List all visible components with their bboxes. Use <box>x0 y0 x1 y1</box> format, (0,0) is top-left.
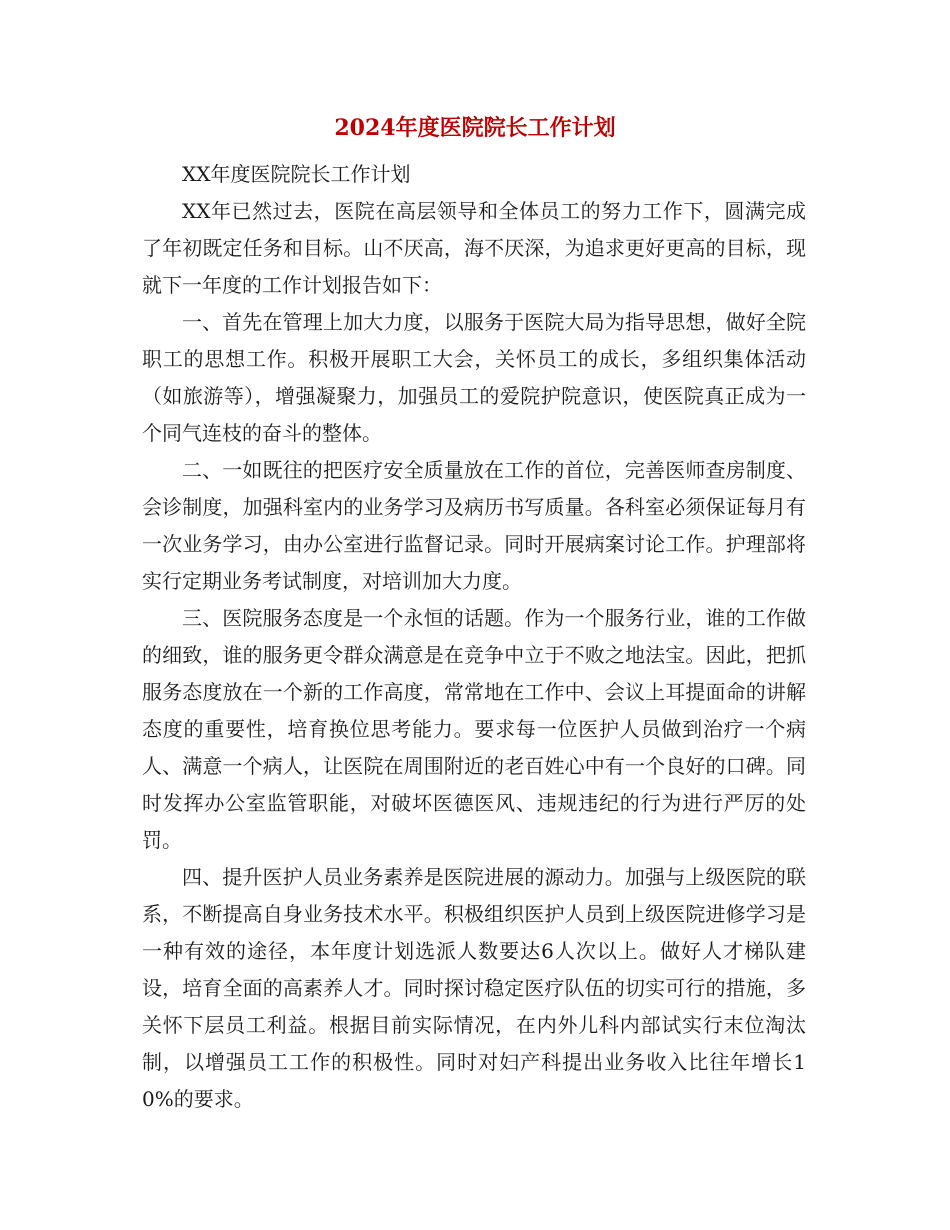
paragraph-management: 一、首先在管理上加大力度，以服务于医院大局为指导思想，做好全院职工的思想工作。积极开展职工大会，关怀员工的成长，多组织集体活动（如旅游等），增强凝聚力，加强员工的爱院护院意识，使医院真正成为一个同气连枝的奋斗的整体。 <box>142 310 806 445</box>
document-title: 2024年度医院院长工作计划 <box>334 115 616 141</box>
paragraph-subtitle: XX年度医院院长工作计划 <box>182 162 411 186</box>
document-body <box>142 156 806 1118</box>
paragraph-medical-safety: 二、一如既往的把医疗安全质量放在工作的首位，完善医师查房制度、会诊制度，加强科室内的业务学习及病历书写质量。各科室必须保证每月有一次业务学习，由办公室进行监督记录。同时开展病案讨论工作。护理部将实行定期业务考试制度，对培训加大力度。 <box>142 458 806 593</box>
paragraph-staff-quality: 四、提升医护人员业务素养是医院进展的源动力。加强与上级医院的联系，不断提高自身业务技术水平。积极组织医护人员到上级医院进修学习是一种有效的途径，本年度计划选派人数要达6人次以上。做好人才梯队建设，培育全面的高素养人才。同时探讨稳定医疗队伍的切实可行的措施，多关怀下层员工利益。根据目前实际情况，在内外儿科内部试实行末位淘汰制，以增强员工工作的积极性。同时对妇产科提出业务收入比往年增长10%的要求。 <box>142 865 806 1111</box>
paragraph-intro: XX年已然过去，医院在高层领导和全体员工的努力工作下，圆满完成了年初既定任务和目标。山不厌高，海不厌深，为追求更好更高的目标，现就下一年度的工作计划报告如下： <box>142 199 806 297</box>
paragraph-service-attitude: 三、医院服务态度是一个永恒的话题。作为一个服务行业，谁的工作做的细致，谁的服务更令群众满意是在竞争中立于不败之地法宝。因此，把抓服务态度放在一个新的工作高度，常常地在工作中、会议上耳提面命的讲解态度的重要性，培育换位思考能力。要求每一位医护人员做到治疗一个病人、满意一个病人，让医院在周围附近的老百姓心中有一个良好的口碑。同时发挥办公室监管职能，对破坏医德医风、违规违纪的行为进行严厉的处罚。 <box>142 606 806 852</box>
